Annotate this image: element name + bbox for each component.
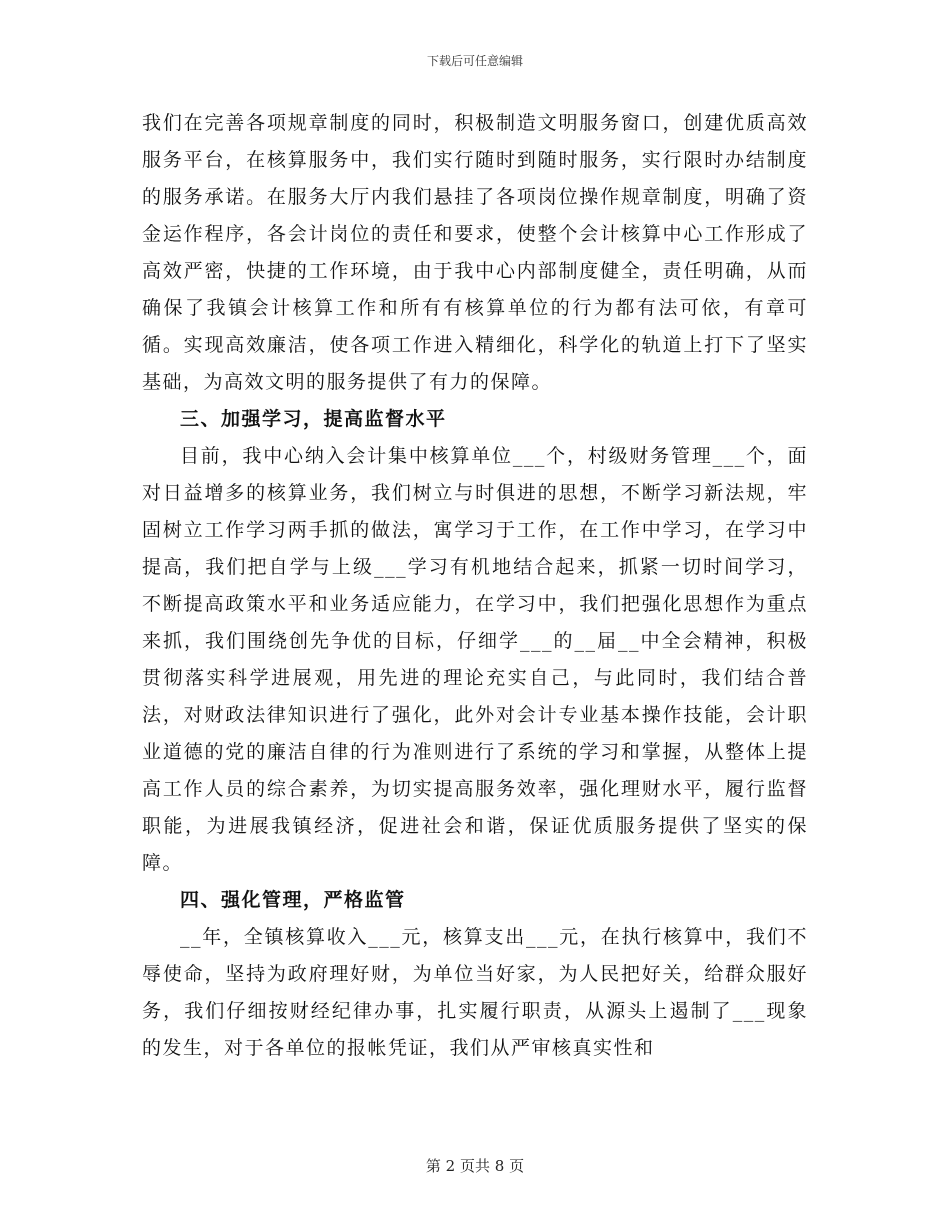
paragraph-management: __年，全镇核算收入___元，核算支出___元，在执行核算中，我们不辱使命，坚持为政府理好财，为单位当好家，为人民把好关，给群众服好务，我们仔细按财经纪律办事，扎实履行职责，从源头上遏制了___现象的发生，对于各单位的报帐凭证，我们从严审核真实性和 bbox=[142, 926, 808, 1059]
section-heading-3: 三、加强学习，提高监督水平 bbox=[180, 408, 447, 430]
paragraph-service: 我们在完善各项规章制度的同时，积极制造文明服务窗口，创建优质高效服务平台，在核算服务中，我们实行随时到随时服务，实行限时办结制度的服务承诺。在服务大厅内我们悬挂了各项岗位操作规章制度，明确了资金运作程序，各会计岗位的责任和要求，使整个会计核算中心工作形成了高效严密，快捷的工作环境，由于我中心内部制度健全，责任明确，从而确保了我镇会计核算工作和所有有核算单位的行为都有法可依，有章可循。实现高效廉洁，使各项工作进入精细化，科学化的轨道上打下了坚实基础，为高效文明的服务提供了有力的保障。 bbox=[142, 112, 808, 393]
page-number: 第 2 页共 8 页 bbox=[425, 1157, 525, 1175]
section-heading-4: 四、强化管理，严格监管 bbox=[180, 889, 406, 911]
document-body bbox=[142, 105, 808, 1067]
page-header: 下载后可任意编辑 bbox=[426, 54, 523, 68]
paragraph-study: 目前，我中心纳入会计集中核算单位___个，村级财务管理___个，面对日益增多的核算业务，我们树立与时俱进的思想，不断学习新法规，牢固树立工作学习两手抓的做法，寓学习于工作，在工作中学习，在学习中提高，我们把自学与上级___学习有机地结合起来，抓紧一切时间学习，不断提高政策水平和业务适应能力，在学习中，我们把强化思想作为重点来抓，我们围绕创先争优的目标，仔细学___的__届__中全会精神，积极贯彻落实科学进展观，用先进的理论充实自己，与此同时，我们结合普法，对财政法律知识进行了强化，此外对会计专业基本操作技能，会计职业道德的党的廉洁自律的行为准则进行了系统的学习和掌握，从整体上提高工作人员的综合素养，为切实提高服务效率，强化理财水平，履行监督职能，为进展我镇经济，促进社会和谐，保证优质服务提供了坚实的保障。 bbox=[142, 445, 808, 874]
